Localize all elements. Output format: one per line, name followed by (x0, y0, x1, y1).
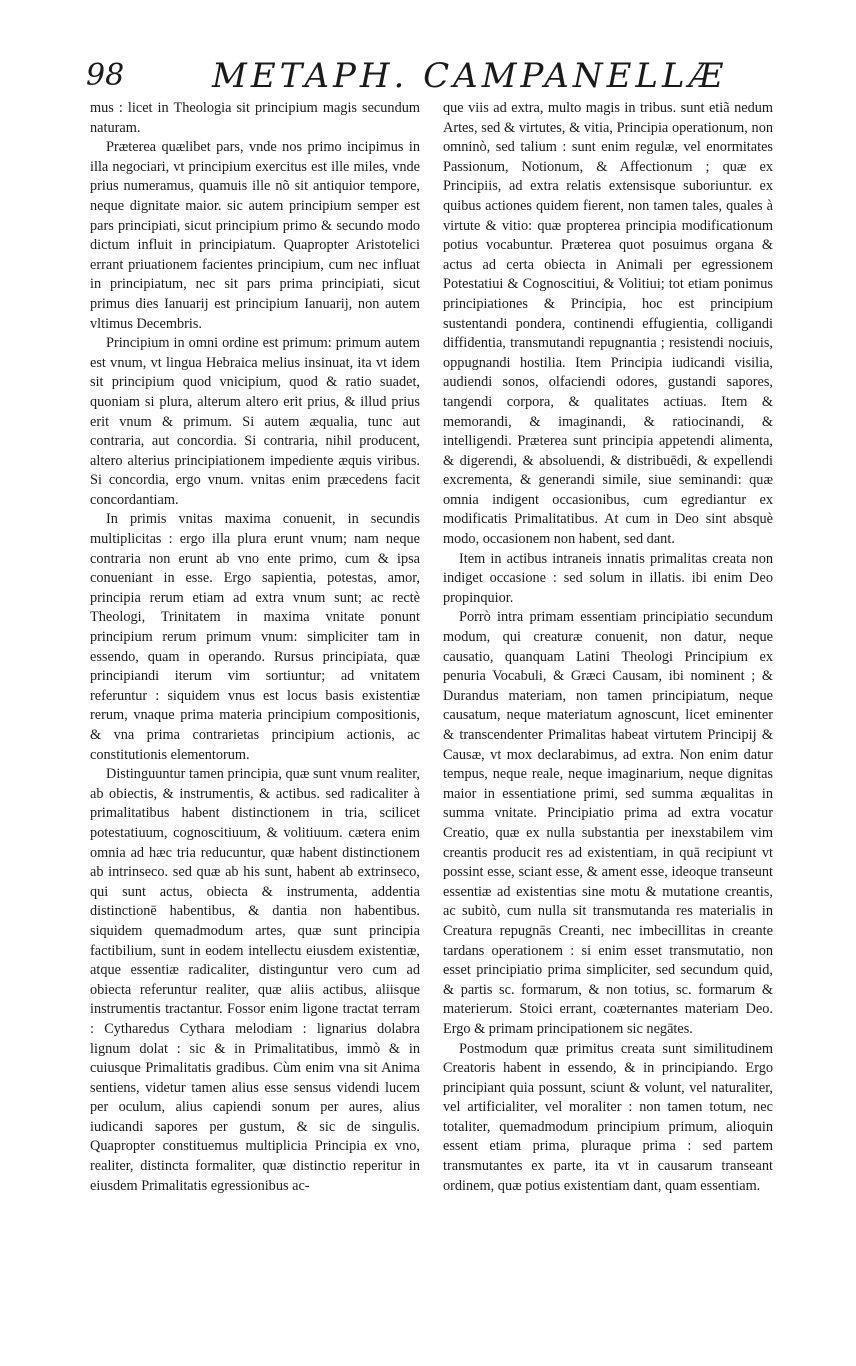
paragraph: Postmodum quæ primitus creata sunt similitudinem Creatoris habent in essendo, & in principiando. Ergo principiant quia possunt, sciunt & volunt, vel naturaliter, vel artificialiter, vel moraliter : non tamen totum, nec totaliter, quemadmodum principium primum, alioquin essent etiam prima, pluraque prima : sed partem transmutantes ex parte, ita vt in causarum transeant ordinem, quæ potius existentiam dant, quam essentiam. (443, 1040, 773, 1194)
running-title: METAPH. CAMPANELLÆ (212, 56, 727, 96)
paragraph: mus : licet in Theologia sit principium magis secundum naturam. (90, 100, 420, 136)
paragraph: Porrò intra primam essentiam principiatio secundum modum, qui creaturæ conuenit, non datur, neque causatio, quanquam Latini Theologi Principium ex penuria Vocabuli, & Græci Causam, ibi nominent ; & Durandus materiam, non tamen principiatum, neque causatum, neque materiatum agnoscunt, licet eminenter & transcendenter Primalitas habeat virtutem Principij & Causæ, vt mox declarabimus, ad extra. Non enim datur tempus, neque reale, neque imaginarium, neque dignitas maior in essentiatione primi, sed summa æqualitas in summa vnitate. Principiatio prima ad extra vocatur Creatio, quæ ex nulla substantia per inexstabilem vim creantis producit res ad existentiam, in quā recipiunt vt possint esse, sciant esse, & ament esse, ideoque transeunt essentiæ ad existentias sine motu & mutatione creantis, ac subitò, cum nulla sit transmutanda res materialis in Creatura repugnās Creanti, nec imbecillitas in creante tardans operationem : si enim esset transmutatio, non esset principiatio prima simpliciter, sed secundum quid, & partis sc. formarum, & non totius, sc. formarum & materierum. Stoici errant, coæternantes materiam Deo. Ergo & primam principationem sic negātes. (443, 609, 773, 1037)
paragraph: Præterea quælibet pars, vnde nos primo incipimus in illa negociari, vt principium exercitus est ille miles, vnde prius numeramus, quamuis ille nõ sit antiquior tempore, neque dignitate maior. sic autem principium semper est pars principiati, sicut principium primo & secundo modo dictum influit in principiatum. Quapropter Aristotelici errant priuationem facientes principium, cum nec influat in principiatum, nec sit pars prima principiati, sicut primus dies Ianuarij est principium Ianuarij, non autem vltimus Decembris. (90, 139, 420, 332)
paragraph: In primis vnitas maxima conuenit, in secundis multiplicitas : ergo illa plura erunt vnum; nam neque contraria non erunt ab vno ente primo, cum & ipsa conueniant in esse. Ergo sapientia, potestas, amor, principia rerum etiam ad extra vnum sunt; ac rectè Theologi, Trinitatem in maxima vnitate ponunt principium rerum primum vnum: simpliciter tam in essendo, quam in operando. Rursus principiata, quæ principiandi iterum vim sortiuntur; ad vnitatem referuntur : siquidem vnus est locus basis existentiæ rerum, vnaque prima materia principium compositionis, & vna prima contrarietas principium actionis, ac constitutionis elementorum. (90, 511, 420, 763)
page-number: 98 (86, 58, 125, 93)
paragraph: Distinguuntur tamen principia, quæ sunt vnum realiter, ab obiectis, & instrumentis, & actibus. sed radicaliter à primalitatibus habent distinctionem in tria, scilicet potestatiuum, cognoscitiuum, & volitiuum. cætera enim omnia ad hæc tria reducuntur, quæ habent distinctionem ab intrinseco. sed quæ ab his sunt, habent ab extrinseco, qui sunt actus, obiecta & instrumenta, addentia distinctionē habentibus, & dantia non habentibus. siquidem quemadmodum artes, quæ sunt principia factibilium, sunt in eodem intellectu eiusdem existentiæ, atque essentiæ radicaliter, distinguntur vero cum ad obiecta referuntur realiter, quæ aliis actibus, aliisque instrumentis tractantur. Fossor enim ligone tractat terram : Cytharedus Cythara melodiam : lignarius dolabra lignum dolat : sic & in Primalitatibus, immò & in cuiusque Primalitatis gradibus. Cùm enim vna sit Anima sentiens, videtur tamen alius esse sensus videndi lucem per oculum, alius capiendi sonum per aures, alius iudicandi sapores per gustum, & sic de singulis. Quapropter constituemus multiplicia Principia ex vno, realiter, distincta formaliter, quæ distinctio reperitur in eiusdem Primalitatis egressionibus ac- (90, 766, 420, 1194)
paragraph: Principium in omni ordine est primum: primum autem est vnum, vt lingua Hebraica melius insinuat, ita vt idem sit principium quod vnicipium, quod & ratio suadet, quoniam si plura, alterum altero erit prius, & illud prius erit vnum & primum. Si autem æqualia, tunc aut contraria, aut concordia. Si contraria, nihil producent, altero alterius principiationem impediente æquis viribus. Si concordia, ergo vnum. vnitas enim præcedens facit concordantiam. (90, 335, 420, 508)
paragraph: que viis ad extra, multo magis in tribus. sunt etiã nedum Artes, sed & virtutes, & vitia, Principia operationum, non omninò, sed talium : sunt enim regulæ, vel enormitates Passionum, Notionum, & Affectionum ; quæ ex Principiis, ad extra relatis extensisque suboriuntur. ex quibus actiones quidem fierent, non tamen tales, quales à virtute & vitio: quæ propterea principia modificationum potius vocabuntur. Præterea quot posuimus organa & actus ad certa obiecta in Animali per egressionem Potestatiui & Cognoscitiui, & Volitiui; tot etiam ponimus principiationes & Principia, hoc est principium sustentandi pondera, continendi effugientia, colligandi diffidentia, transmutandi repugnantia ; resistendi nociuis, oppugnandi hostilia. Item Principia iudicandi visilia, audiendi sonos, olfaciendi odores, gustandi sapores, tangendi corpora, & qualitates actiuas. Item & memorandi, & imaginandi, & ratiocinandi, & intelligendi. Præterea sunt principia appetendi alimenta, & digerendi, & absoluendi, & distribuēdi, & expellendi excrementa, & generandi simile, siue seminandi: quæ omnia indigent occasionibus, cum egrediantur ex modificatis Primalitatibus. At cum in Deo sint absquè modo, occasionem non habent, sed dant. (443, 100, 773, 548)
left-column (90, 99, 420, 1196)
paragraph: Item in actibus intraneis innatis primalitas creata non indiget occasione : sed solum in illatis. ibi enim Deo propinquior. (443, 550, 773, 606)
right-column (443, 99, 773, 1196)
